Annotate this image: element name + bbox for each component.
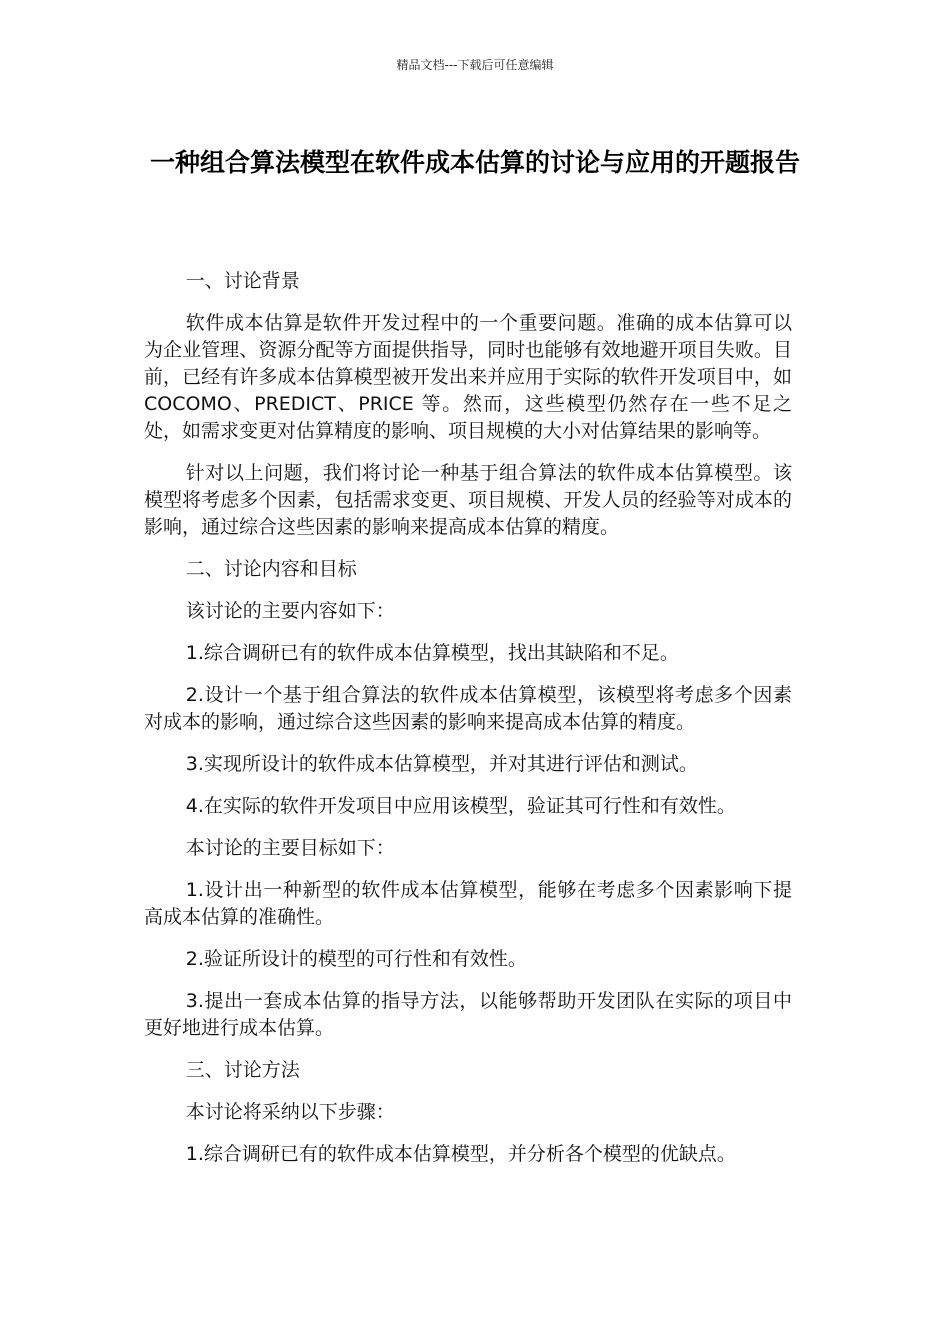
- document-title: 一种组合算法模型在软件成本估算的讨论与应用的开题报告: [149, 148, 800, 177]
- paragraph-background-1: 软件成本估算是软件开发过程中的一个重要问题。准确的成本估算可以为企业管理、资源分配等方面提供指导，同时也能够有效地避开项目失败。目前，已经有许多成本估算模型被开发出来并应用于实际的软件开发项目中，如 COCOMO、PREDICT、PRICE 等。然而，这些模型仍然存在一些不足之处，如需求变更对估算精度的影响、项目规模的大小对估算结果的影响等。: [144, 312, 792, 442]
- list-item-content-2: 2.设计一个基于组合算法的软件成本估算模型，该模型将考虑多个因素对成本的影响，通过综合这些因素的影响来提高成本估算的精度。: [144, 684, 792, 733]
- paragraph-goals-intro: 本讨论的主要目标如下：: [185, 837, 395, 859]
- paragraph-methods-intro: 本讨论将采纳以下步骤：: [185, 1101, 395, 1123]
- list-item-content-1: 1.综合调研已有的软件成本估算模型，找出其缺陷和不足。: [185, 642, 679, 664]
- list-item-content-4: 4.在实际的软件开发项目中应用该模型，验证其可行性和有效性。: [185, 795, 736, 817]
- section-heading-methods: 三、讨论方法: [185, 1059, 300, 1081]
- paragraph-content-intro: 该讨论的主要内容如下：: [185, 600, 395, 622]
- section-heading-content-goals: 二、讨论内容和目标: [185, 558, 357, 580]
- section-heading-background: 一、讨论背景: [185, 270, 300, 292]
- document-body: [144, 268, 792, 1183]
- list-item-goal-3: 3.提出一套成本估算的指导方法，以能够帮助开发团队在实际的项目中更好地进行成本估算。: [144, 990, 792, 1039]
- list-item-method-1: 1.综合调研已有的软件成本估算模型，并分析各个模型的优缺点。: [185, 1143, 736, 1165]
- list-item-goal-2: 2.验证所设计的模型的可行性和有效性。: [185, 948, 527, 970]
- paragraph-background-2: 针对以上问题，我们将讨论一种基于组合算法的软件成本估算模型。该模型将考虑多个因素，包括需求变更、项目规模、开发人员的经验等对成本的影响，通过综合这些因素的影响来提高成本估算的精度。: [144, 462, 792, 538]
- header-note: 精品文档---下载后可任意编辑: [396, 58, 554, 72]
- list-item-content-3: 3.实现所设计的软件成本估算模型，并对其进行评估和测试。: [185, 753, 698, 775]
- list-item-goal-1: 1.设计出一种新型的软件成本估算模型，能够在考虑多个因素影响下提高成本估算的准确性。: [144, 879, 792, 928]
